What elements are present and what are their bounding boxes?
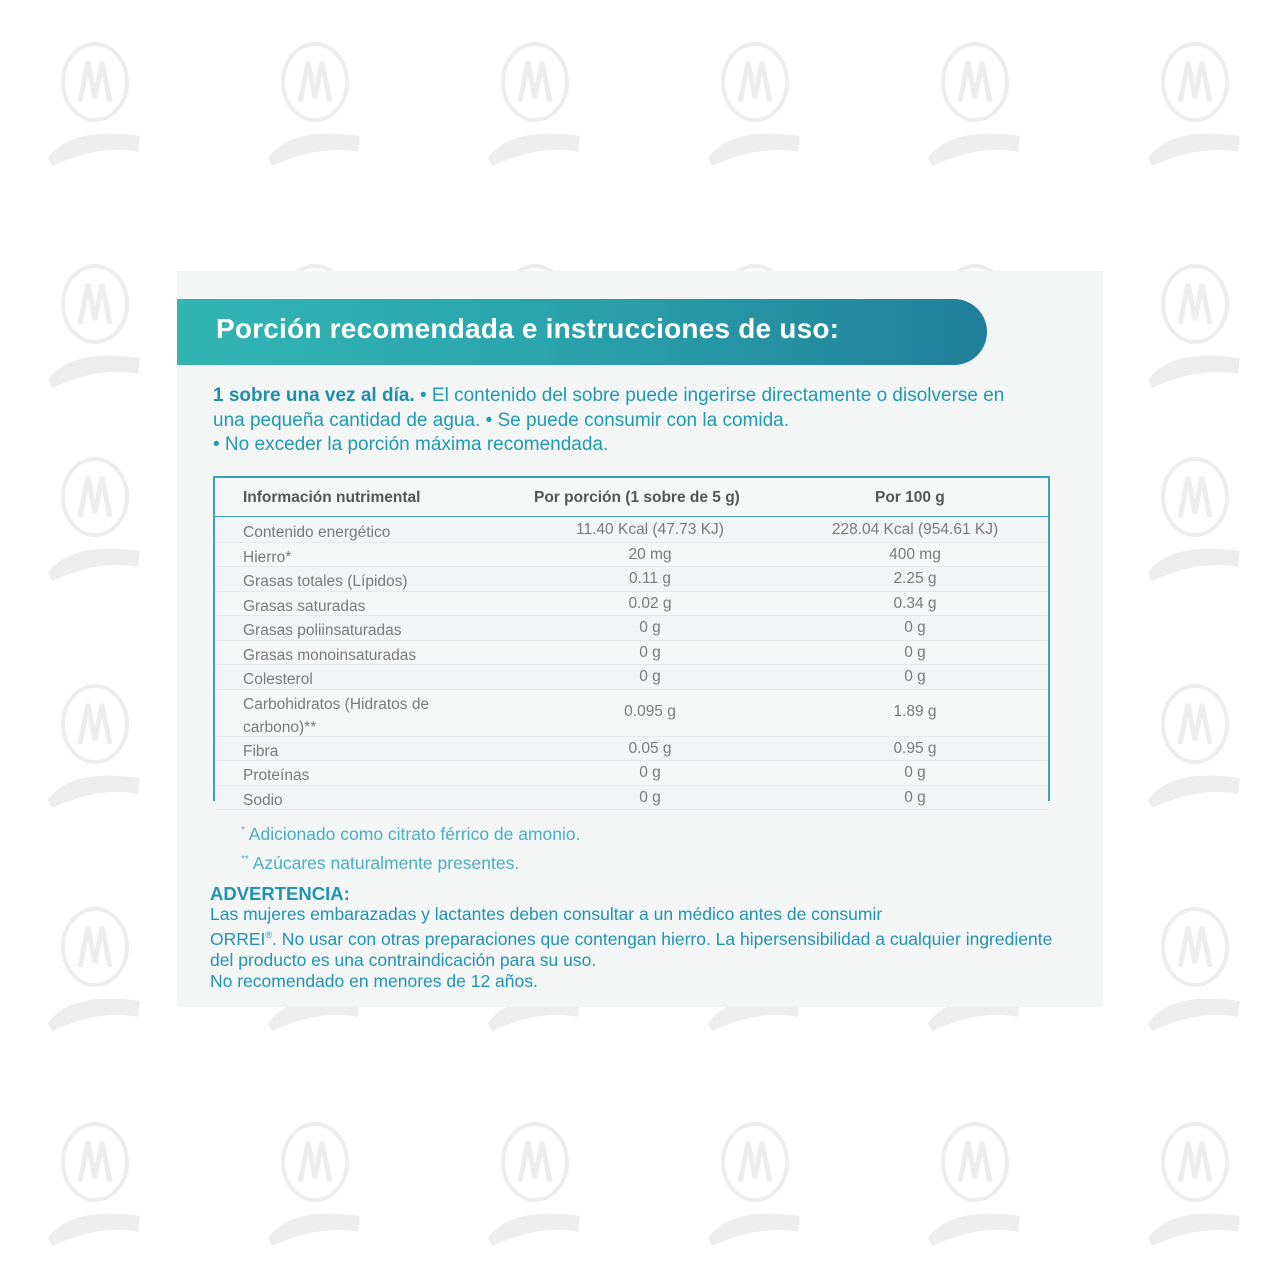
footnotes [241,818,581,876]
nutrient-per-100g: 0.34 g [893,594,937,612]
nutrient-name: Grasas poliinsaturadas [243,622,402,639]
watermark-logo-icon [40,455,150,585]
table-row [215,737,1048,762]
nutrient-per-portion: 0.05 g [628,739,672,757]
watermark-logo-icon [480,1120,590,1250]
watermark-logo-icon [480,40,590,170]
header-per-portion: Por porción (1 sobre de 5 g) [534,489,740,506]
nutrient-per-portion: 0 g [639,668,661,685]
table-row [215,761,1048,786]
nutrient-per-portion: 0.02 g [628,594,672,612]
nutrient-name: Colesterol [243,671,313,688]
nutrient-per-portion: 0.11 g [629,570,671,587]
warning-title: ADVERTENCIA: [210,883,350,904]
nutrient-per-100g: 2.25 g [893,570,937,587]
nutrient-name: Contenido energético [243,524,391,541]
table-row [215,518,1048,543]
header-per-100g: Por 100 g [875,489,945,506]
watermark-logo-icon [40,40,150,170]
nutrient-per-portion: 11.40 Kcal (47.73 KJ) [576,521,724,538]
table-row [215,690,1048,737]
watermark-logo-icon [40,682,150,812]
nutrient-per-100g: 228.04 Kcal (954.61 KJ) [831,521,999,538]
watermark-logo-icon [1140,262,1250,392]
nutrient-per-100g: 0 g [904,619,926,636]
watermark-logo-icon [40,905,150,1035]
watermark-logo-icon [1140,40,1250,170]
product-label-panel [177,271,1103,1007]
usage-instructions [213,384,1033,458]
instructions-text: • El contenido del sobre puede ingerirse directamente o disolverse en una pequeña cantidad de agua. • Se puede consumir con la comida. [213,385,1005,431]
nutrient-per-portion: 0.095 g [624,702,676,720]
nutrient-name: Grasas monoinsaturadas [243,646,417,664]
nutrient-per-100g: 0 g [904,643,926,661]
nutrient-name: Grasas saturadas [243,597,366,615]
nutrition-rows [215,518,1048,810]
nutrition-table-header [215,478,1048,517]
footnote-iron: * Adicionado como citrato férrico de amonio. [241,823,581,844]
watermark-logo-icon [920,40,1030,170]
banner-title: Porción recomendada e instrucciones de uso: [216,313,840,344]
watermark-logo-icon [1140,455,1250,585]
watermark-logo-icon [700,1120,810,1250]
watermark-logo-icon [260,40,370,170]
brand-name: ORREI [210,928,266,949]
header-nutrient: Información nutrimental [243,489,421,506]
nutrition-table [213,476,1050,809]
watermark-logo-icon [700,40,810,170]
nutrient-name: Sodio [243,791,283,809]
nutrient-per-portion: 0 g [639,788,661,806]
watermark-logo-icon [1140,682,1250,812]
nutrient-per-portion: 0 g [639,643,661,661]
nutrient-per-portion: 0 g [639,764,661,781]
watermark-logo-icon [920,1120,1030,1250]
watermark-logo-icon [1140,1120,1250,1250]
warning-block [210,883,1060,992]
watermark-logo-icon [260,1120,370,1250]
watermark-logo-icon [1140,905,1250,1035]
nutrient-per-100g: 0 g [904,788,926,806]
nutrient-name: Grasas totales (Lípidos) [243,573,408,590]
section-banner [177,299,987,365]
nutrient-per-portion: 20 mg [628,545,672,563]
nutrient-name: Proteínas [243,767,310,784]
dosage-lead: 1 sobre una vez al día. [213,385,415,406]
nutrient-per-100g: 1.89 g [893,702,937,720]
nutrient-name: Hierro* [243,548,292,566]
nutrient-per-portion: 0 g [639,619,661,636]
nutrient-per-100g: 0 g [904,668,926,685]
table-row [215,786,1048,811]
instructions-limit: • No exceder la porción máxima recomendada. [213,434,609,455]
nutrient-per-100g: 0.95 g [893,739,937,757]
table-row [215,641,1048,666]
table-row [215,543,1048,568]
table-row [215,616,1048,641]
table-row [215,567,1048,592]
warning-text: Las mujeres embarazadas y lactantes deben consultar a un médico antes de consumir ORREI®. No usar con otras preparaciones que contengan hierro. La hipersensibilidad a cualquier ingrediente del producto es una contraindicación para su uso. No recomendado en menores de 12 años. [210,904,1053,991]
watermark-logo-icon [40,1120,150,1250]
watermark-logo-icon [40,262,150,392]
nutrient-per-100g: 0 g [904,764,926,781]
footnote-sugars: ** Azúcares naturalmente presentes. [241,852,520,873]
nutrient-name: Carbohidratos (Hidratos de carbono)** [243,695,430,736]
nutrient-per-100g: 400 mg [889,545,941,563]
table-row [215,592,1048,617]
table-row [215,665,1048,690]
nutrient-name: Fibra [243,742,279,760]
